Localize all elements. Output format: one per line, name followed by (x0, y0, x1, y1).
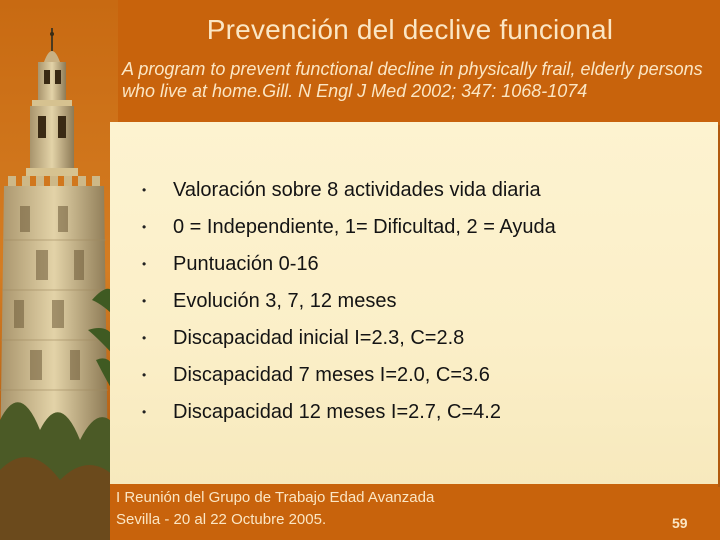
bullet-dot: • (142, 220, 147, 234)
bullet-item (140, 283, 556, 320)
bullet-text: Discapacidad inicial I=2.3, C=2.8 (173, 327, 465, 349)
bullet-dot: • (142, 331, 147, 345)
bullet-item (140, 209, 556, 246)
bullet-item (140, 320, 556, 357)
bullet-item (140, 172, 556, 209)
footer-event-name: I Reunión del Grupo de Trabajo Edad Avanzada (116, 489, 435, 506)
bullet-text: Puntuación 0-16 (173, 253, 319, 275)
bullet-list (140, 172, 556, 431)
bullet-dot: • (142, 294, 147, 308)
bullet-text: Valoración sobre 8 actividades vida diaria (173, 179, 541, 201)
bullet-dot: • (142, 257, 147, 271)
footer-event-date: Sevilla - 20 al 22 Octubre 2005. (116, 511, 327, 528)
bullet-text: 0 = Independiente, 1= Dificultad, 2 = Ayuda (173, 216, 556, 238)
page-number: 59 (672, 515, 688, 531)
bullet-item (140, 357, 556, 394)
slide-title: Prevención del declive funcional (206, 14, 614, 45)
tower-illustration (0, 0, 118, 540)
slide-subtitle: A program to prevent functional decline in physically frail, elderly persons who live at home.Gill. N Engl J Med 2002; 347: 1068-1074 (122, 59, 703, 101)
bullet-text: Discapacidad 12 meses I=2.7, C=4.2 (173, 401, 501, 423)
bullet-item (140, 246, 556, 283)
bullet-item (140, 394, 556, 431)
bullet-dot: • (142, 183, 147, 197)
bullet-dot: • (142, 405, 147, 419)
bullet-dot: • (142, 368, 147, 382)
bullet-text: Evolución 3, 7, 12 meses (173, 290, 397, 312)
bullet-text: Discapacidad 7 meses I=2.0, C=3.6 (173, 364, 490, 386)
